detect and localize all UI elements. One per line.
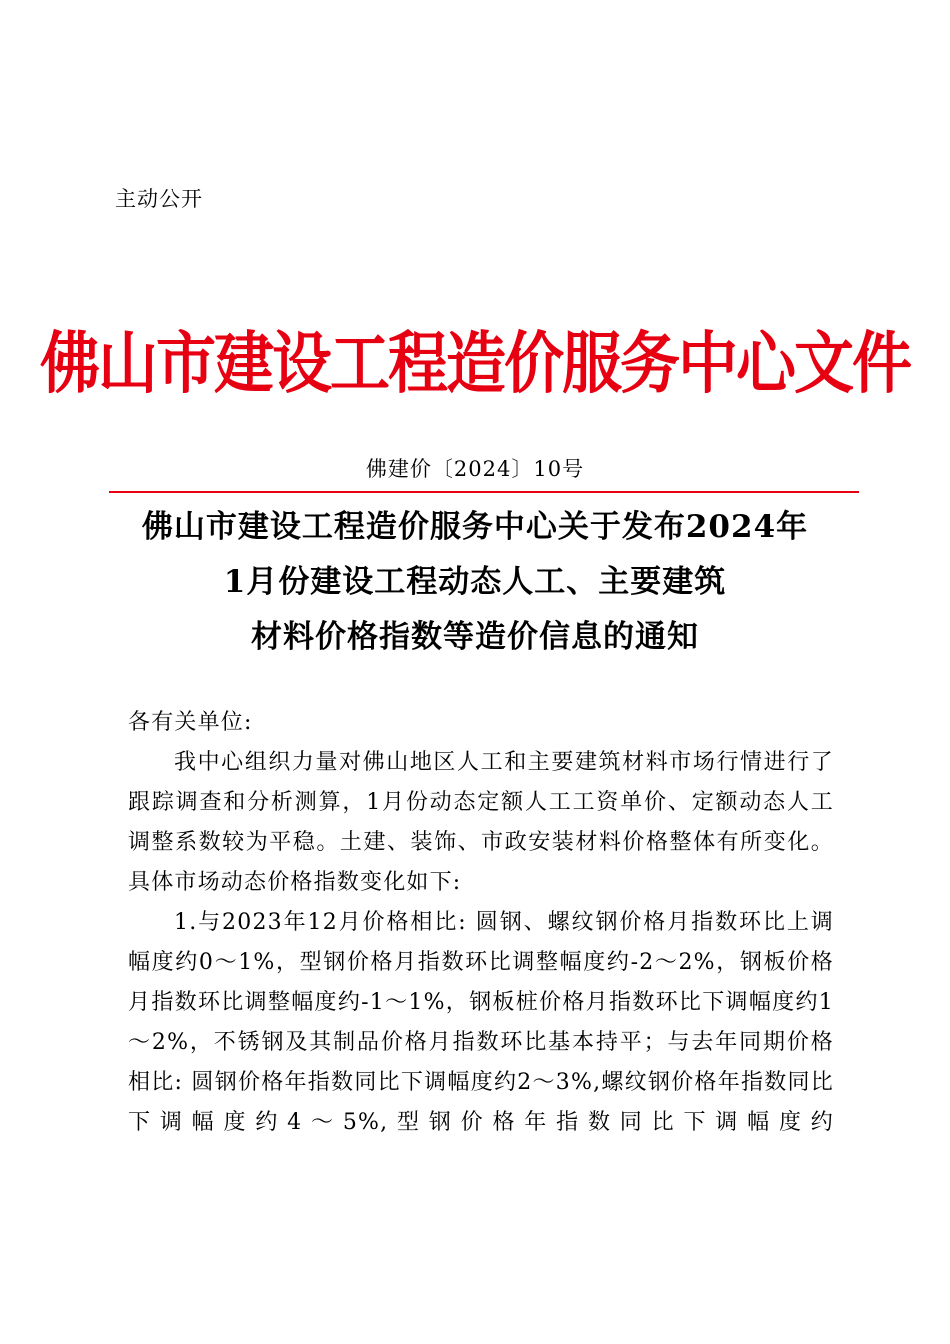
document-number: 佛建价〔2024〕10号 xyxy=(365,457,585,481)
document-title xyxy=(0,500,950,665)
paragraph-steel-prices: 1.与2023年12月价格相比: 圆钢、螺纹钢价格月指数环比上调幅度约0～1%，型钢价格月指数环比调整幅度约-2～2%，钢板价格月指数环比调整幅度约-1～1%，钢板桩价格月指数环比下调幅度约1～2%，不锈钢及其制品价格月指数环比基本持平；与去年同期价格相比: 圆钢价格年指数同比下调幅度约2～3%,螺纹钢价格年指数同比下调幅度约4～5%,型钢价格年指数同比下调幅度约 xyxy=(128,910,834,1135)
disclosure-label: 主动公开 xyxy=(115,187,203,211)
document-body xyxy=(128,703,834,1143)
title-line-3: 材料价格指数等造价信息的通知 xyxy=(251,619,699,655)
salutation: 各有关单位: xyxy=(128,710,253,735)
red-divider-line xyxy=(109,491,859,493)
org-header-title: 佛山市建设工程造价服务中心文件 xyxy=(40,324,910,404)
title-line-1: 佛山市建设工程造价服务中心关于发布2024年 xyxy=(141,509,809,545)
paragraph-intro: 我中心组织力量对佛山地区人工和主要建筑材料市场行情进行了跟踪调查和分析测算，1月份动态定额人工工资单价、定额动态人工调整系数较为平稳。土建、装饰、市政安装材料价格整体有所变化。具体市场动态价格指数变化如下: xyxy=(128,750,834,895)
title-line-2: 1月份建设工程动态人工、主要建筑 xyxy=(223,564,727,600)
